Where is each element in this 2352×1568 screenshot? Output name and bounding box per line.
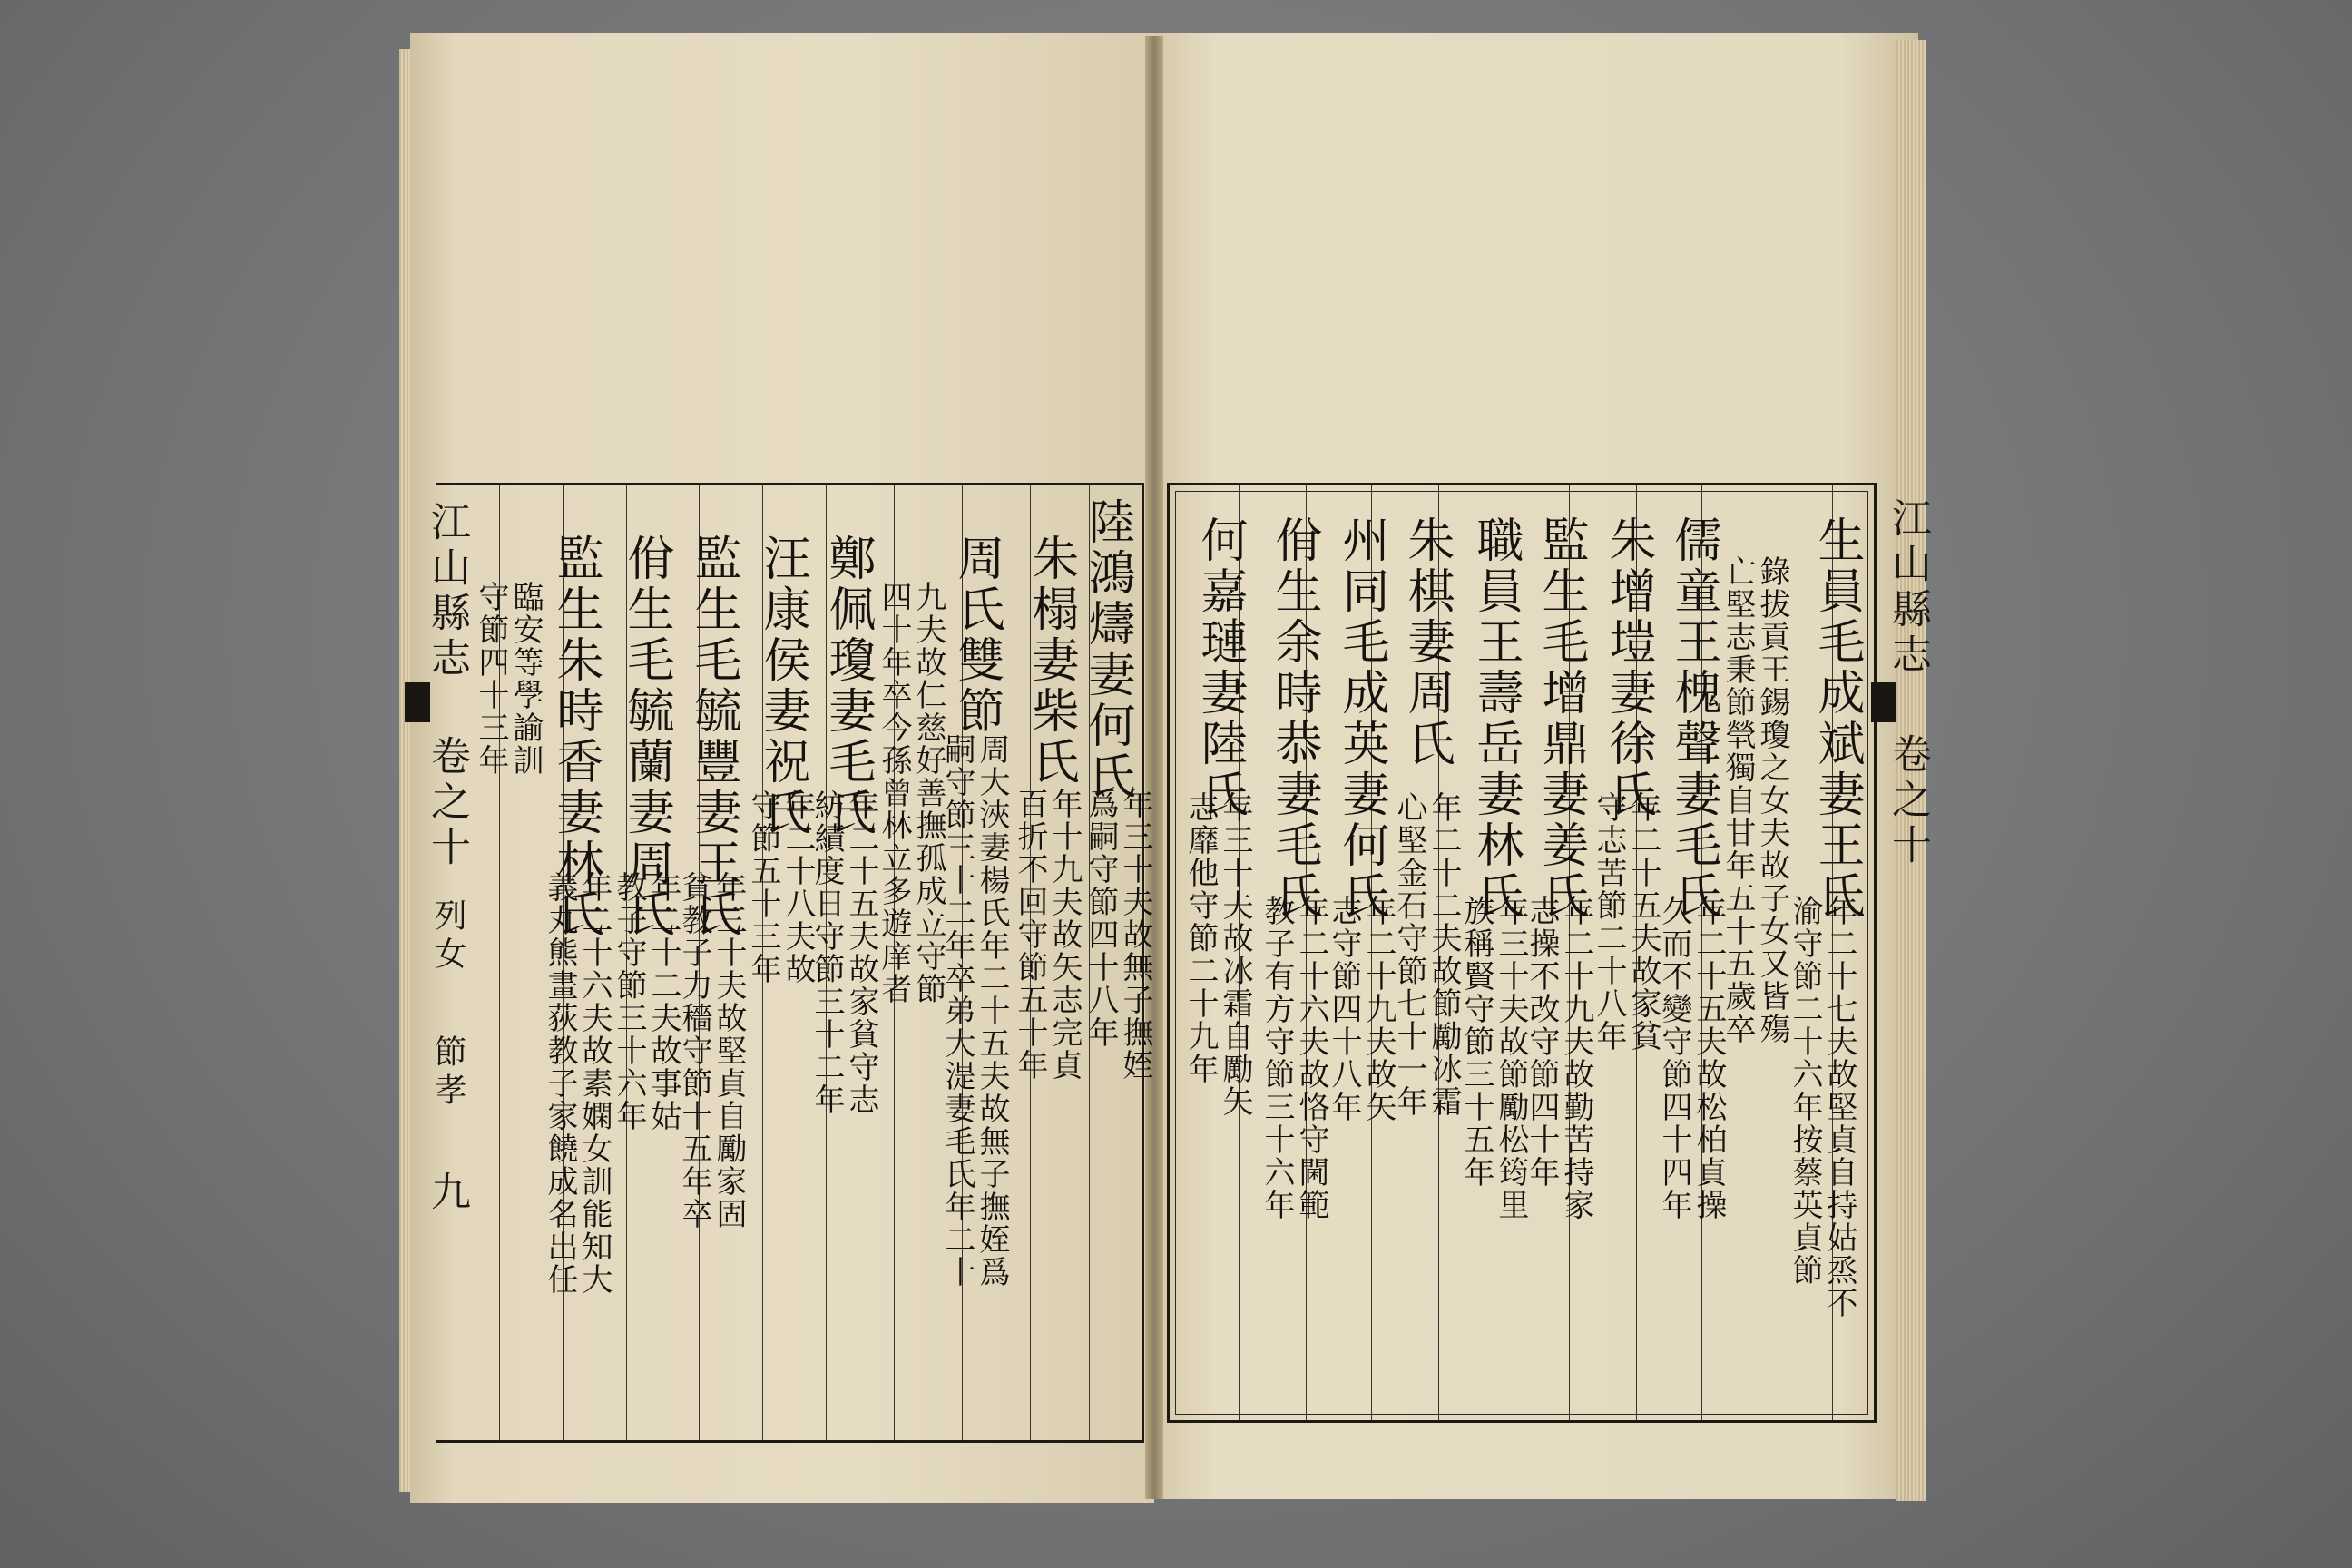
right-col-5-note-a: 年二十九夫故勤苦持家 <box>1558 895 1594 1221</box>
book-gutter <box>1145 36 1163 1499</box>
left-col-3-note-b: 嗣守節三十二年卒弟大湜妻毛氏年二十 <box>939 733 975 1289</box>
left-col-8-name: 佾生毛毓蘭妻周氏 <box>619 534 673 940</box>
left-col-1-name: 陸鴻燽妻何氏 <box>1080 497 1134 802</box>
left-col-5-note-b: 紡績度日守節三十二年 <box>808 789 845 1116</box>
left-banxin-subsection: 節孝 <box>429 1034 466 1111</box>
right-col-8-note-a: 年二十九夫故矢 <box>1360 895 1396 1123</box>
right-col-4-name: 朱增塏妻徐氏 <box>1601 515 1655 820</box>
right-col-8-name: 州同毛成英妻何氏 <box>1334 515 1388 922</box>
right-col-7-note-a: 年二十二夫故節勵冰霜 <box>1426 791 1462 1118</box>
right-col-4-note-a: 年二十五夫故家貧 <box>1625 791 1661 1053</box>
right-col-7-name: 朱棋妻周氏 <box>1399 515 1454 769</box>
left-fishtail-mark <box>405 682 430 722</box>
left-col-1-note-a: 年三十夫故無子撫姪 <box>1117 788 1153 1082</box>
right-col-3-note-b: 久而不變守節四十四年 <box>1656 895 1692 1221</box>
right-col-3-note-a: 年二十五夫故松柏貞操 <box>1690 895 1727 1221</box>
left-col-8-note-a: 年二十二夫故事姑 <box>645 871 681 1132</box>
right-col-10-name: 何嘉璉妻陸氏 <box>1192 515 1247 820</box>
left-col-4-note-a: 九夫故仁慈好善撫孤成立守節 <box>910 581 946 1005</box>
right-col-5-name: 監生毛增鼎妻姜氏 <box>1534 515 1588 922</box>
left-col-7-name: 監生毛毓豐妻王氏 <box>686 534 740 940</box>
right-col-8-note-b: 志守節四十八年 <box>1326 895 1362 1123</box>
left-banxin-section: 列女 <box>429 898 466 975</box>
right-col-10-note-b: 志靡他守節二十九年 <box>1182 791 1219 1085</box>
right-col-6-note-b: 族稱賢守節三十五年 <box>1458 895 1494 1189</box>
left-col-7-note-a: 年三十夫故堅貞自勵家固 <box>710 871 747 1230</box>
left-col-9-note-a: 年二十六夫故素嫻女訓能知大 <box>576 871 612 1296</box>
right-col-10-note-a: 年三十夫故冰霜自勵矢 <box>1217 791 1253 1118</box>
right-col-2-note-b: 亡堅志秉節煢獨自甘年五十五歲卒 <box>1720 555 1756 1045</box>
left-col-1-note-b: 爲嗣守節四十八年 <box>1083 788 1119 1049</box>
left-col-10-note-a: 臨安等學諭訓 <box>507 581 544 777</box>
left-col-2-note-a: 年十九夫故矢志完貞 <box>1046 788 1083 1082</box>
left-col-10-note-b: 守節四十三年 <box>473 581 509 777</box>
right-col-6-note-a: 年三十夫故節勵松筠里 <box>1493 895 1529 1221</box>
left-col-2-note-b: 百折不回守節五十年 <box>1012 788 1048 1082</box>
right-banxin-volume: 卷之十 <box>1885 733 1931 869</box>
left-col-8-note-b: 教子守節三十六年 <box>611 871 647 1132</box>
left-banxin-volume: 卷之十 <box>424 735 470 871</box>
right-col-2-note-a: 錄拔貢王錫瓊之女夫故子女又皆殤 <box>1754 555 1790 1045</box>
right-col-9-note-b: 教子有方守節三十六年 <box>1259 895 1295 1221</box>
left-col-6-note-a: 年二十八夫故 <box>779 789 816 985</box>
left-col-9-name: 監生朱時香妻林氏 <box>548 534 603 940</box>
left-col-3-note-a: 周大浹妻楊氏年二十五夫故無子撫姪爲 <box>974 733 1010 1289</box>
right-col-6-name: 職員王壽岳妻林氏 <box>1468 515 1523 922</box>
left-col-7-note-b: 貧教子力穡守節十五年卒 <box>676 871 712 1230</box>
right-col-9-name: 佾生余時恭妻毛氏 <box>1267 515 1321 922</box>
right-col-1-note-a: 年二十七夫故堅貞自持姑烝不 <box>1821 895 1857 1319</box>
left-col-9-note-b: 義丸熊畫荻教子家饒成名出任 <box>542 871 578 1296</box>
right-col-3-name: 儒童王槐聲妻毛氏 <box>1666 515 1720 922</box>
left-col-4-note-b: 四十年卒今孫曾林立多遊庠者 <box>876 581 912 1005</box>
left-col-6-name: 汪康侯妻祝氏 <box>755 534 809 838</box>
left-banxin-folio: 九 <box>424 1171 470 1216</box>
left-col-5-note-a: 年二十五夫故家貧守志 <box>843 789 879 1116</box>
right-col-1-name: 生員毛成斌妻王氏 <box>1809 515 1864 922</box>
left-col-6-note-b: 守節五十三年 <box>745 789 781 985</box>
right-col-9-note-a: 年二十六夫故恪守閫範 <box>1293 895 1329 1221</box>
left-banxin-title: 江山縣志 <box>424 501 470 682</box>
right-col-4-note-b: 守志苦節二十八年 <box>1591 791 1627 1053</box>
right-col-1-note-b: 渝守節二十六年按蔡英貞節 <box>1787 895 1823 1287</box>
right-col-7-note-b: 心堅金石守節七十一年 <box>1391 791 1427 1118</box>
right-col-5-note-b: 志操不改守節四十年 <box>1524 895 1560 1189</box>
right-fishtail-mark <box>1871 682 1896 722</box>
right-banxin-title: 江山縣志 <box>1885 497 1931 679</box>
left-col-5-name: 鄭佩瓊妻毛氏 <box>820 534 875 838</box>
left-col-3-name: 周氏雙節 <box>949 534 1004 737</box>
left-col-2-name: 朱榻妻柴氏 <box>1024 534 1078 788</box>
